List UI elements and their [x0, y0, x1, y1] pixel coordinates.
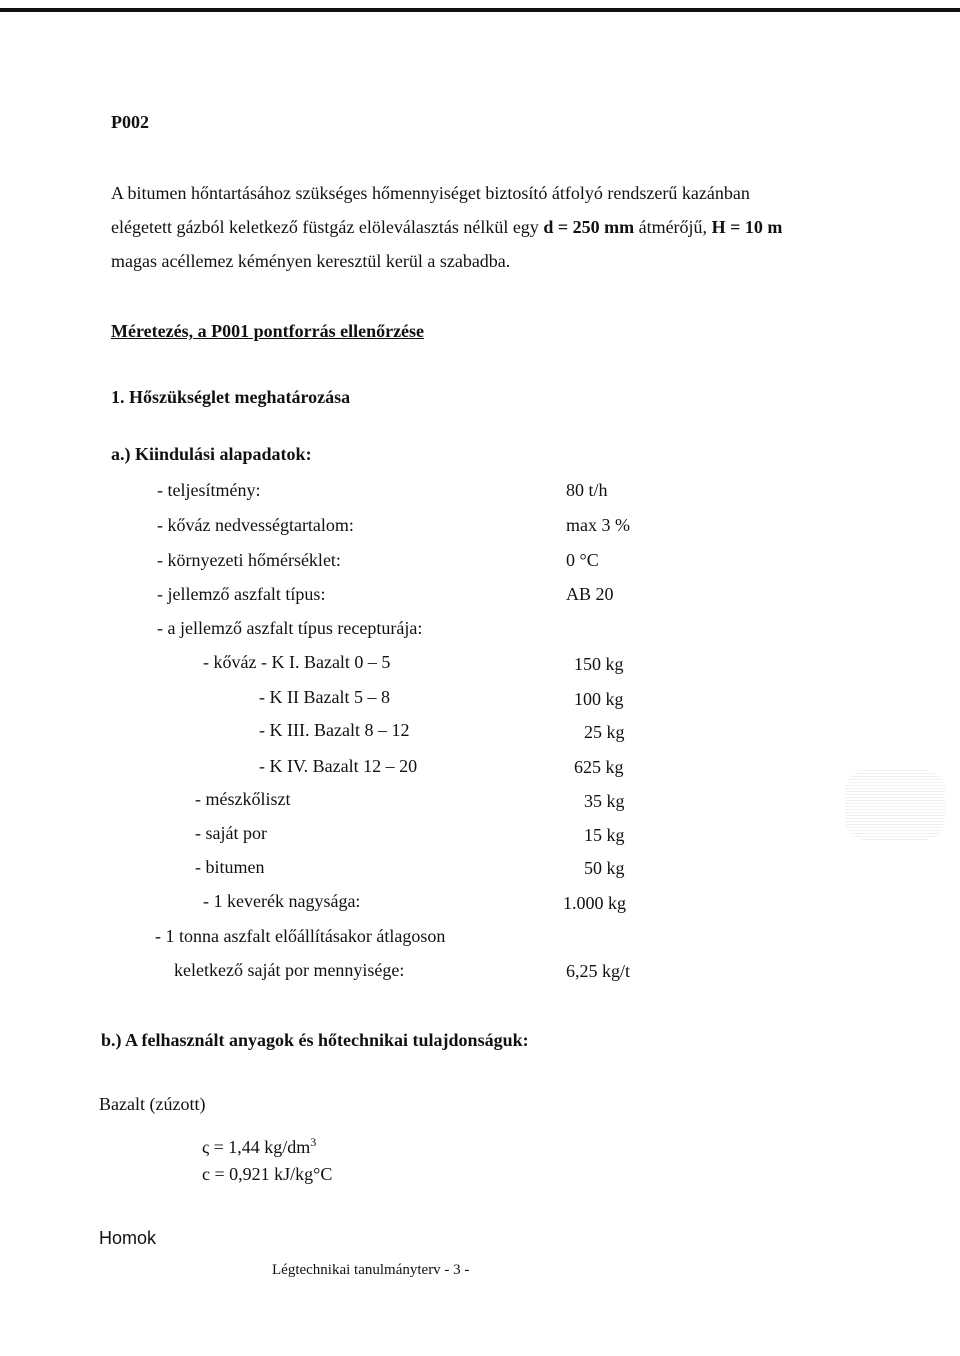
dust-label-line-1: - 1 tonna aszfalt előállításakor átlagoson — [155, 926, 446, 946]
recipe-value: 35 kg — [584, 791, 625, 811]
section-title: Méretezés, a P001 pontforrás ellenőrzése — [111, 321, 425, 341]
recipe-label: - K II Bazalt 5 – 8 — [259, 687, 390, 707]
row-label: - jellemző aszfalt típus: — [157, 584, 326, 604]
material-name: Bazalt (zúzott) — [99, 1094, 206, 1114]
part-b-heading: b.) A felhasznált anyagok és hőtechnikai tulajdonságuk: — [101, 1030, 529, 1050]
recipe-label: - bitumen — [195, 857, 265, 877]
density-text: ς = 1,44 kg/dm — [202, 1137, 311, 1157]
recipe-label: - saját por — [195, 823, 267, 843]
recipe-value: 625 kg — [574, 757, 624, 777]
intro-line-1: A bitumen hőntartásához szükséges hőmennyiséget biztosító átfolyó rendszerű kazánban — [111, 183, 750, 203]
recipe-value: 15 kg — [584, 825, 625, 845]
heat-capacity-formula: c = 0,921 kJ/kg°C — [202, 1164, 333, 1184]
recipe-value: 25 kg — [584, 722, 625, 742]
row-label: - környezeti hőmérséklet: — [157, 550, 341, 570]
recipe-label: - 1 keverék nagysága: — [203, 891, 361, 911]
row-value: max 3 % — [566, 515, 630, 535]
chimney-diameter: d = 250 mm — [543, 217, 635, 237]
recipe-value: 100 kg — [574, 689, 624, 709]
density-formula — [202, 1131, 316, 1158]
recipe-label: - K IV. Bazalt 12 – 20 — [259, 756, 418, 776]
page-footer: Légtechnikai tanulmányterv - 3 - — [272, 1262, 470, 1278]
dust-label-line-2: keletkező saját por mennyisége: — [174, 960, 405, 980]
intro-line-3: magas acéllemez kéményen keresztül kerül a szabadba. — [111, 251, 511, 271]
row-value: 0 °C — [566, 550, 599, 570]
row-label: - teljesítmény: — [157, 480, 261, 500]
intro-paragraph — [111, 176, 863, 278]
intro-line-2-a: elégetett gázból keletkező füstgáz elöleválasztás nélkül egy — [111, 217, 544, 237]
row-value: 80 t/h — [566, 480, 608, 500]
scan-smudge — [845, 770, 945, 840]
next-material: Homok — [99, 1228, 157, 1248]
recipe-label: - kőváz - K I. Bazalt 0 – 5 — [203, 652, 391, 672]
part-a-heading: a.) Kiindulási alapadatok: — [111, 444, 312, 464]
scan-edge-line — [0, 8, 960, 12]
row-label: - kőváz nedvességtartalom: — [157, 515, 354, 535]
recipe-label: - K III. Bazalt 8 – 12 — [259, 720, 410, 740]
intro-line-2-b: átmérőjű, — [634, 217, 712, 237]
intro-line-2 — [111, 210, 863, 244]
recipe-label: - mészkőliszt — [195, 789, 291, 809]
chimney-height: H = 10 m — [711, 217, 783, 237]
density-exponent: 3 — [310, 1135, 317, 1149]
recipe-value: 150 kg — [574, 654, 624, 674]
row-label: - a jellemző aszfalt típus recepturája: — [157, 618, 423, 638]
recipe-value: 50 kg — [584, 858, 625, 878]
document-code: P002 — [111, 112, 149, 132]
recipe-value: 1.000 kg — [563, 893, 626, 913]
dust-value: 6,25 kg/t — [566, 961, 631, 981]
subsection-title: 1. Hőszükséglet meghatározása — [111, 387, 351, 407]
row-value: AB 20 — [566, 584, 614, 604]
